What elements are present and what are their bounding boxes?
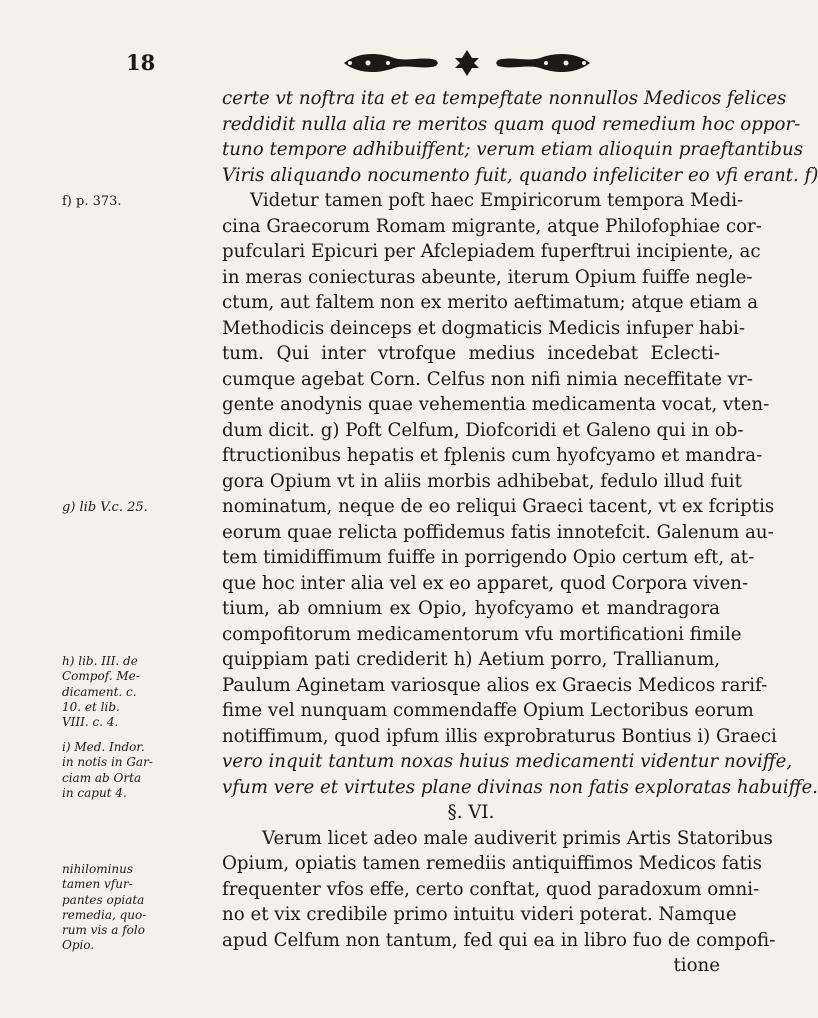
catchword: tione	[673, 955, 720, 976]
text-line: reddidit nulla alia re meritos quam quod remedium hoc oppor-	[222, 113, 801, 135]
marginal-note-line: nihilominus	[62, 862, 134, 876]
text-line: compofitorum medicamentorum vfu mortificationi fimile	[222, 623, 742, 645]
page-number: 18	[126, 50, 156, 75]
text-line: vfum vere et virtutes plane divinas non fatis exploratas habuiffe.	[222, 776, 818, 798]
text-line: Videtur tamen poft haec Empiricorum tempora Medi-	[250, 190, 744, 211]
text-line: tem timidiffimum fuiffe in porrigendo Opio certum eft, at-	[222, 547, 755, 568]
marginal-note-line: rum vis a folo	[62, 923, 145, 938]
text-line: no et vix credibile primo intuitu videri poterat. Namque	[222, 904, 737, 925]
body-text	[222, 86, 818, 979]
text-line: tum. Qui inter vtrofque medius incedebat Eclecti-	[222, 343, 720, 364]
marginal-note-line: remedia, quo-	[62, 907, 147, 922]
text-line: tuno tempore adhibuiffent; verum etiam alioquin praeftantibus	[222, 139, 804, 160]
section-heading: §. VI.	[447, 802, 495, 823]
text-line: cina Graecorum Romam migrante, atque Philofophiae cor-	[222, 215, 762, 237]
marginal-note-line: in caput 4.	[62, 785, 127, 800]
marginal-note-line: Opio.	[62, 938, 95, 953]
marginal-note-line: f) p. 373.	[62, 194, 122, 209]
text-line: eorum quae relicta poffidemus fatis innotefcit. Galenum au-	[222, 521, 774, 543]
marginal-note-line: Compof. Me-	[62, 669, 140, 684]
marginal-note-line: g) lib V.c. 25.	[62, 500, 148, 515]
marginal-note-line: tamen vfur-	[62, 877, 133, 892]
text-line: in meras coniecturas abeunte, iterum Opium fuiffe negle-	[222, 266, 753, 288]
text-line: fime vel nunquam commendaffe Opium Lectoribus eorum	[222, 700, 754, 721]
marginal-note-g	[62, 500, 222, 516]
text-line: cumque agebat Corn. Celfus non nifi nimia neceffitate vr-	[222, 368, 753, 390]
text-line: frequenter vfos effe, certo conftat, quod paradoxum omni-	[222, 878, 760, 900]
marginal-note-h	[62, 654, 222, 730]
marginal-note-line: dicament. c.	[62, 684, 137, 699]
marginal-note-line: pantes opiata	[62, 892, 145, 907]
marginal-note-line: 10. et lib.	[62, 699, 120, 714]
text-line: quippiam pati crediderit h) Aetium porro, Trallianum,	[222, 649, 720, 670]
marginal-note-line: i) Med. Indor.	[62, 740, 145, 754]
text-line: Paulum Aginetam variosque alios ex Graecis Medicos rarif-	[222, 674, 768, 696]
marginal-note-line: h) lib. III. de	[62, 654, 138, 668]
marginal-note-line: in notis in Gar-	[62, 755, 153, 770]
marginal-note-line: ciam ab Orta	[62, 770, 142, 785]
text-line: que hoc inter alia vel ex eo apparet, quod Corpora viven-	[222, 572, 749, 594]
text-line: ftructionibus hepatis et fplenis cum hyofcyamo et mandra-	[222, 445, 763, 466]
text-line: tium, ab omnium ex Opio, hyofcyamo et mandragora	[222, 598, 720, 619]
text-line: Verum licet adeo male audiverit primis Artis Statoribus	[262, 827, 773, 849]
decorative-ornament-icon	[338, 48, 596, 78]
text-line: Opium, opiatis tamen remediis antiquiffimos Medicos fatis	[222, 853, 762, 874]
text-line: pufculari Epicuri per Afclepiadem fuperftrui incipiente, ac	[222, 241, 761, 262]
text-line: certe vt noftra ita et ea tempeftate nonnullos Medicos felices	[222, 88, 787, 109]
text-line: Viris aliquando nocumento fuit, quando infeliciter eo vfi erant. f)	[222, 164, 818, 186]
text-line: Methodicis deinceps et dogmaticis Medicis infuper habi-	[222, 317, 745, 339]
text-line: notiffimum, quod ipfum illis exprobraturus Bontius i) Graeci	[222, 725, 777, 747]
page-header	[0, 40, 800, 80]
text-line: vero inquit tantum noxas huius medicamenti videntur noviffe,	[222, 751, 793, 772]
text-line: ctum, aut faltem non ex merito aeftimatum; atque etiam a	[222, 292, 759, 313]
marginal-summary	[62, 862, 222, 954]
text-line: apud Celfum non tantum, fed qui ea in libro fuo de compofi-	[222, 929, 776, 951]
text-line: gente anodynis quae vehementia medicamenta vocat, vten-	[222, 394, 770, 415]
marginal-note-line: VIII. c. 4.	[62, 715, 119, 730]
marginal-note-f	[62, 194, 222, 210]
marginal-note-i	[62, 740, 222, 801]
text-line: gora Opium vt in aliis morbis adhibebat, fedulo illud fuit	[222, 470, 742, 492]
text-line: dum dicit. g) Poft Celfum, Diofcoridi et Galeno qui in ob-	[222, 419, 744, 441]
text-line: nominatum, neque de eo reliqui Graeci tacent, vt ex fcriptis	[222, 496, 775, 517]
